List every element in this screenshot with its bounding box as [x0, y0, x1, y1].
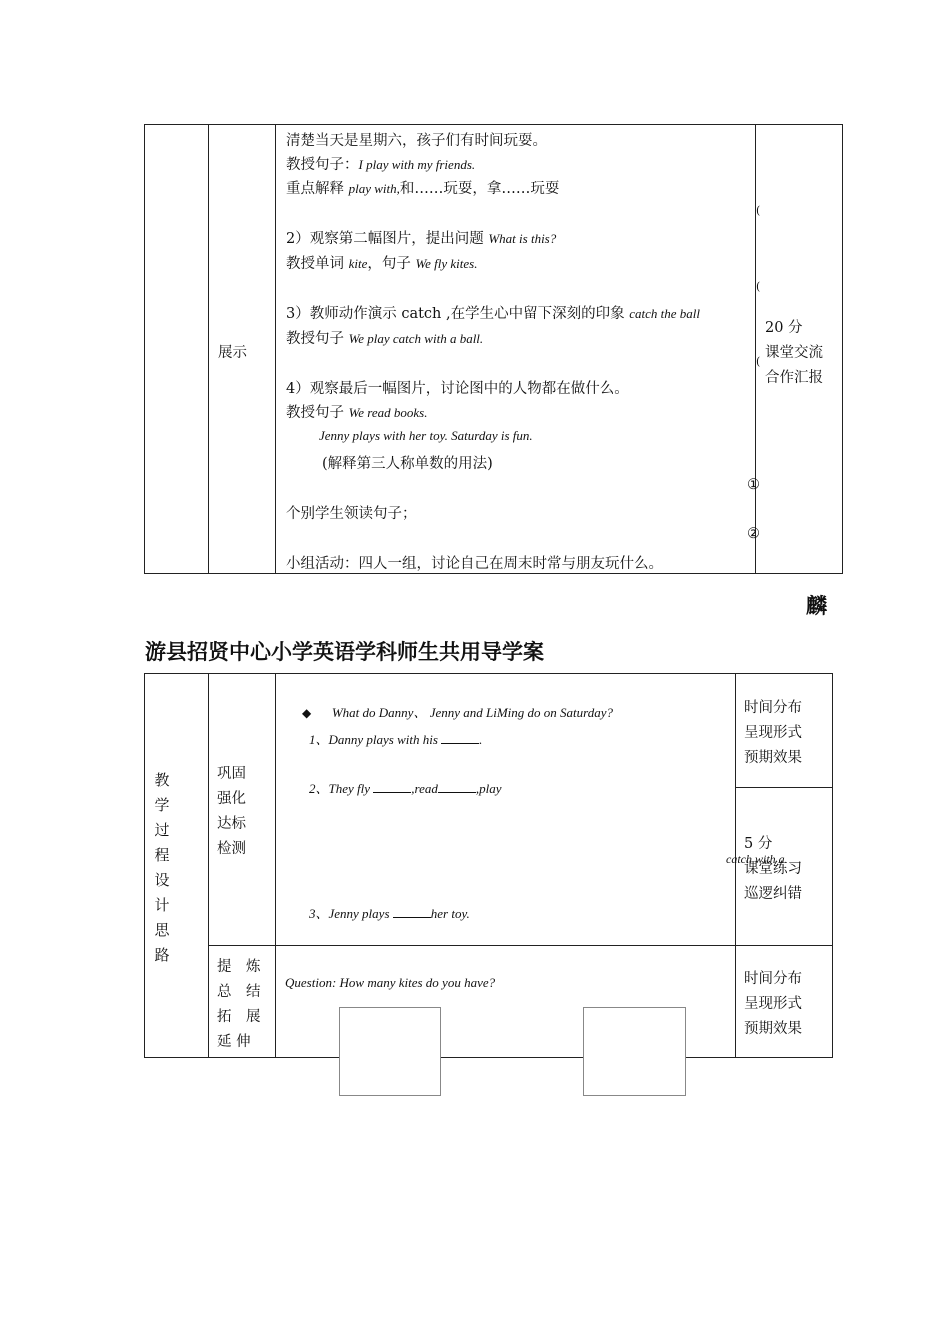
t1-col-a — [144, 124, 209, 574]
side-mark-2: ( — [756, 280, 761, 293]
side-mark-5: ② — [747, 526, 760, 542]
t1-form1: 课堂交流 — [765, 345, 823, 361]
side-mark-4: ① — [747, 477, 760, 493]
t1-line-13: 小组活动：四人一组，讨论自己在周末时常与朋友玩什么。 — [286, 556, 663, 572]
side-mark-1: ( — [756, 204, 761, 217]
image-placeholder-left — [339, 1007, 441, 1096]
stray-mark: 麟 — [806, 594, 827, 618]
q2: 2、They fly ,read ,play — [309, 781, 502, 796]
t2-time: 5 分 — [744, 836, 773, 852]
q-main-line: ◆ What do Danny、 Jenny and LiMing do on Saturday? — [302, 705, 613, 720]
t2-stage1: 巩固 强化 达标 检测 — [217, 766, 246, 857]
overlap-text: catch with a — [726, 852, 785, 866]
t1-form2: 合作汇报 — [765, 370, 823, 386]
q3: 3、Jenny plays her toy. — [309, 906, 470, 921]
t1-line-10: Jenny plays with her toy. Saturday is fun. — [319, 428, 533, 443]
side-mark-3: ( — [756, 355, 761, 368]
t1-line-8: 4）观察最后一幅图片，讨论图中的人物都在做什么。 — [286, 381, 629, 397]
t2-form-a: 课堂练习 — [744, 861, 802, 877]
t2-right-top-text: 时间分布 呈现形式 预期效果 — [744, 700, 802, 766]
t1-line-2: 教授句子：I play with my friends. — [286, 157, 476, 173]
t1-time: 20 分 — [765, 320, 803, 336]
t2-form-b: 巡逻纠错 — [744, 886, 802, 902]
t2-right-bottom-text: 时间分布 呈现形式 预期效果 — [744, 971, 802, 1037]
t1-line-6: 3）教师动作演示 catch ,在学生心中留下深刻的印象 catch the ball — [286, 306, 700, 322]
t1-line-5: 教授单词 kite，句子 We fly kites. — [286, 256, 478, 272]
t2-question: Question: How many kites do you have? — [285, 975, 496, 990]
t1-line-9: 教授句子 We read books. — [286, 405, 428, 421]
t2-stage2: 提 炼 总 结 拓 展 延 伸 — [217, 959, 261, 1050]
page-title: 游县招贤中心小学英语学科师生共用导学案 — [145, 640, 544, 664]
t1-line-11: (解释第三人称单数的用法) — [322, 456, 493, 472]
bullet-icon: ◆ — [302, 706, 312, 720]
image-placeholder-right — [583, 1007, 686, 1096]
t1-line-1: 清楚当天是星期六，孩子们有时间玩耍。 — [286, 133, 547, 149]
t1-line-4: 2）观察第二幅图片，提出问题 What is this? — [286, 231, 557, 247]
t1-line-12: 个别学生领读句子； — [286, 506, 417, 522]
t2-left-column: 教 学 过 程 设 计 思 路 — [154, 771, 170, 964]
t1-line-7: 教授句子 We play catch with a ball. — [286, 331, 484, 347]
t1-line-3: 重点解释 play with,和……玩耍，拿……玩耍 — [286, 181, 560, 197]
t1-stage: 展示 — [218, 345, 247, 361]
q1: 1、Danny plays with his . — [309, 732, 483, 747]
